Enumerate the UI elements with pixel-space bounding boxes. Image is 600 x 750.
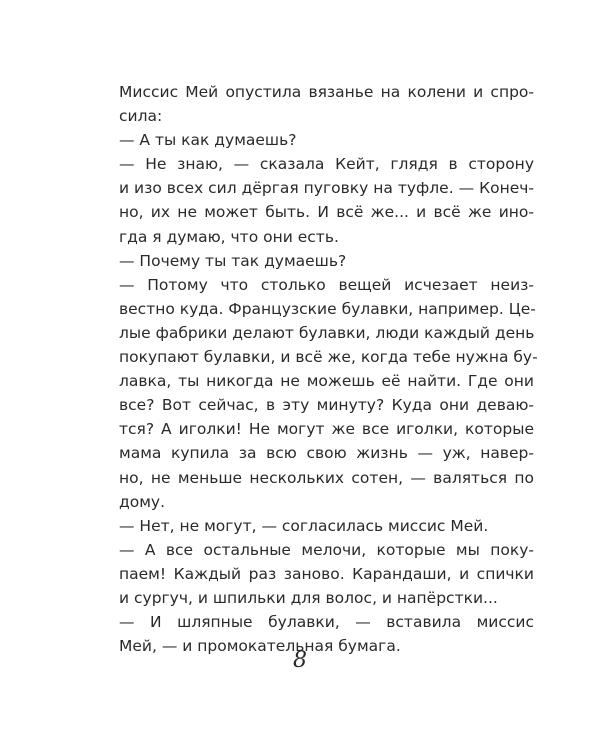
text-line: тся? А иголки! Не могут же все иголки, которые (119, 420, 534, 439)
text-line: — А ты как думаешь? (119, 131, 297, 150)
text-line: — И шляпные булавки, — вставила миссис (119, 613, 534, 632)
text-line: но, не меньше нескольких сотен, — валяться по (119, 468, 534, 487)
page-number: 8 (293, 648, 307, 673)
text-line: Миссис Мей опустила вязанье на колени и спро- (119, 83, 534, 101)
text-line: лавка, ты никогда не можешь её найти. Где они (119, 372, 534, 391)
text-line: — Потому что столько вещей исчезает неиз- (119, 275, 534, 294)
text-line: — Не знаю, — сказала Кейт, глядя в сторону (119, 155, 534, 174)
text-line: все? Вот сейчас, в эту минуту? Куда они деваю- (119, 396, 534, 415)
text-line: паем! Каждый раз заново. Карандаши, и спички (119, 564, 534, 583)
text-line: — Почему ты так думаешь? (119, 251, 347, 270)
text-line: — Нет, не могут, — согласилась миссис Мей. (119, 516, 489, 535)
text-line: но, их не может быть. И всё же... и всё же ино- (119, 203, 534, 222)
text-line: лые фабрики делают булавки, люди каждый день (119, 323, 535, 342)
text-line: покупают булавки, и всё же, когда тебе нужна бу- (119, 348, 538, 367)
text-line: — А все остальные мелочи, которые мы поку- (119, 540, 534, 559)
text-line: и изо всех сил дёргая пуговку на туфле. — Конеч- (119, 179, 534, 198)
text-line: и сургуч, и шпильки для волос, и напёрстки... (119, 588, 498, 607)
text-line: дому. (119, 492, 165, 511)
text-line: Мей, — и промокательная бумага. (119, 637, 401, 656)
text-line: вестно куда. Французские булавки, например. Це- (119, 299, 536, 318)
body-text (119, 80, 538, 658)
text-line: сила: (119, 107, 163, 126)
text-line: гда я думаю, что они есть. (119, 227, 339, 246)
text-line: мама купила за всю свою жизнь — уж, навер- (119, 444, 534, 463)
